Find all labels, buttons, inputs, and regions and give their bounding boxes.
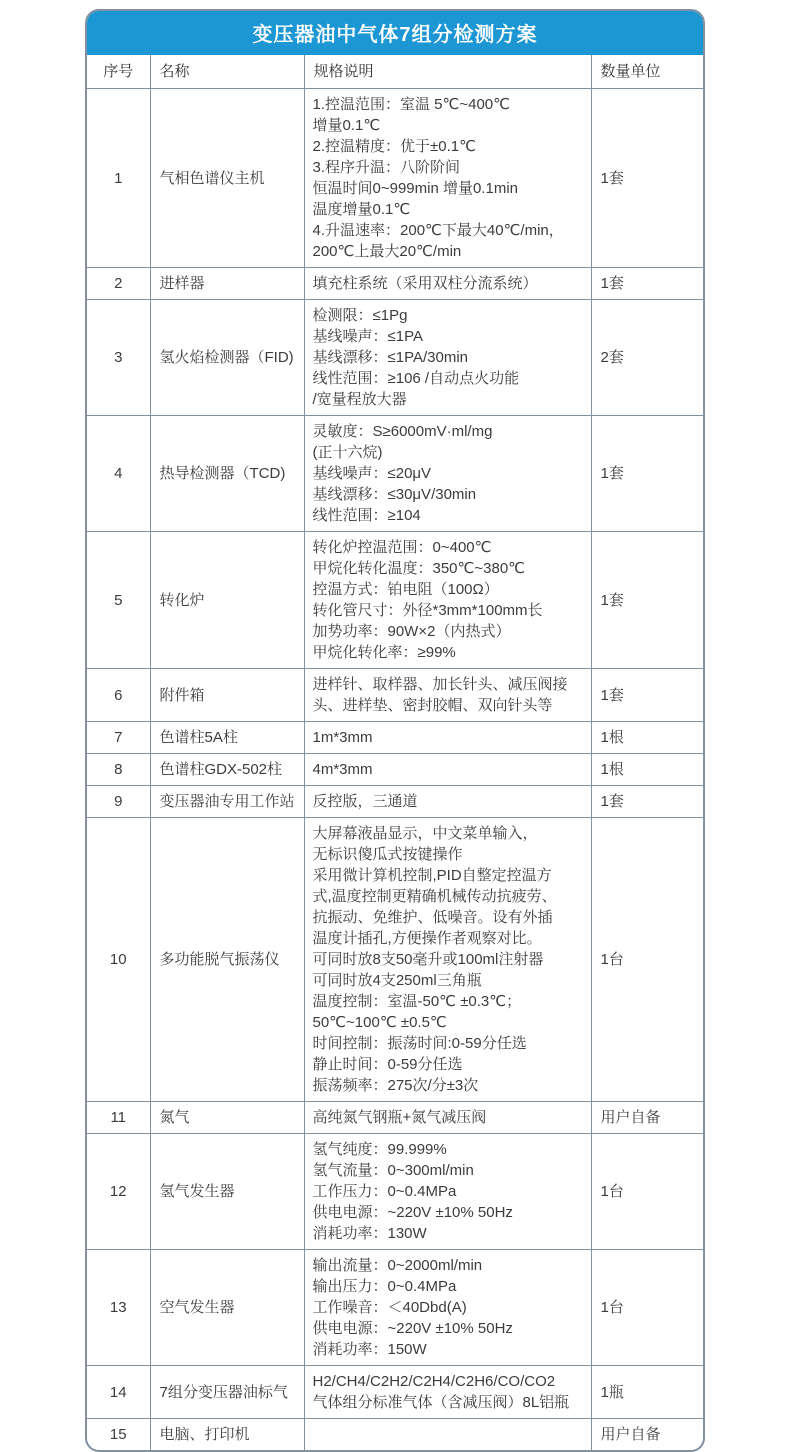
row-number-cell: 12 xyxy=(87,1134,150,1250)
item-name-cell: 7组分变压器油标气 xyxy=(150,1366,304,1419)
spec-cell xyxy=(304,300,591,416)
table-row xyxy=(87,300,703,416)
spec-cell xyxy=(304,722,591,754)
item-name-cell: 空气发生器 xyxy=(150,1250,304,1366)
item-name-cell: 变压器油专用工作站 xyxy=(150,786,304,818)
spec-line: 消耗功率：150W xyxy=(312,1341,427,1358)
row-number-cell: 2 xyxy=(87,268,150,300)
spec-line: 转化炉控温范围：0~400℃ xyxy=(312,539,492,556)
spec-cell xyxy=(304,532,591,669)
row-number-cell: 9 xyxy=(87,786,150,818)
quantity-cell: 1根 xyxy=(591,754,703,786)
table-row xyxy=(87,1134,703,1250)
spec-line: 线性范围：≥104 xyxy=(312,507,421,524)
spec-line: 无标识傻瓜式按键操作 xyxy=(312,846,463,863)
spec-line: 加势功率：90W×2（内热式） xyxy=(312,623,511,640)
page-title: 变压器油中气体7组分检测方案 xyxy=(87,11,703,55)
column-header-spec: 规格说明 xyxy=(304,55,591,89)
quantity-cell: 1瓶 xyxy=(591,1366,703,1419)
table-row xyxy=(87,89,703,268)
spec-cell xyxy=(304,1419,591,1451)
row-number-cell: 8 xyxy=(87,754,150,786)
spec-cell xyxy=(304,1366,591,1419)
quantity-cell: 1台 xyxy=(591,818,703,1102)
spec-line: 4m*3mm xyxy=(312,761,373,778)
row-number-cell: 15 xyxy=(87,1419,150,1451)
spec-line: (正十六烷) xyxy=(312,444,383,461)
spec-line: 温度控制：室温-50℃ ±0.3℃； xyxy=(312,993,522,1010)
spec-line: 大屏幕液晶显示，中文菜单输入， xyxy=(312,825,538,842)
item-name-cell: 气相色谱仪主机 xyxy=(150,89,304,268)
quantity-cell: 1套 xyxy=(591,786,703,818)
spec-line: 基线噪声：≤1PA xyxy=(312,328,423,345)
spec-line: 检测限：≤1Pg xyxy=(312,307,408,324)
item-name-cell: 转化炉 xyxy=(150,532,304,669)
column-header-name: 名称 xyxy=(150,55,304,89)
spec-line: 输出流量：0~2000ml/min xyxy=(312,1257,483,1274)
spec-line: 进样针、取样器、加长针头、减压阀接头、进样垫、密封胶帽、双向针头等 xyxy=(312,676,568,714)
table-row xyxy=(87,786,703,818)
quantity-cell: 1套 xyxy=(591,268,703,300)
spec-cell xyxy=(304,89,591,268)
spec-line: 输出压力：0~0.4MPa xyxy=(312,1278,457,1295)
table-row xyxy=(87,268,703,300)
spec-line: 灵敏度：S≥6000mV·ml/mg xyxy=(312,423,493,440)
spec-line: 氢气纯度：99.999% xyxy=(312,1141,447,1158)
row-number-cell: 4 xyxy=(87,416,150,532)
item-name-cell: 电脑、打印机 xyxy=(150,1419,304,1451)
spec-line: 供电电源：~220V ±10% 50Hz xyxy=(312,1320,513,1337)
table-row xyxy=(87,818,703,1102)
quantity-cell: 1台 xyxy=(591,1134,703,1250)
quantity-cell: 1台 xyxy=(591,1250,703,1366)
spec-cell xyxy=(304,1102,591,1134)
table-row xyxy=(87,416,703,532)
spec-cell xyxy=(304,1134,591,1250)
spec-line: 温度增量0.1℃ xyxy=(312,201,411,218)
spec-line: 氢气流量：0~300ml/min xyxy=(312,1162,474,1179)
table-row xyxy=(87,1102,703,1134)
spec-cell xyxy=(304,1250,591,1366)
item-name-cell: 氢火焰检测器（FID) xyxy=(150,300,304,416)
spec-line: /宽量程放大器 xyxy=(312,391,407,408)
spec-line: 静止时间：0-59分任选 xyxy=(312,1056,463,1073)
spec-line: 可同时放4支250ml三角瓶 xyxy=(312,972,482,989)
item-name-cell: 附件箱 xyxy=(150,669,304,722)
spec-line: 4.升温速率：200℃下最大40℃/min， xyxy=(312,222,564,239)
spec-line: 甲烷化转化温度：350℃~380℃ xyxy=(312,560,526,577)
item-name-cell: 进样器 xyxy=(150,268,304,300)
spec-line: 基线漂移：≤1PA/30min xyxy=(312,349,468,366)
quantity-cell: 1套 xyxy=(591,416,703,532)
spec-line: 采用微计算机控制,PID自整定控温方 xyxy=(312,867,552,884)
spec-line: 50℃~100℃ ±0.5℃ xyxy=(312,1014,447,1031)
spec-cell xyxy=(304,416,591,532)
quantity-cell: 2套 xyxy=(591,300,703,416)
spec-line: 1m*3mm xyxy=(312,729,373,746)
row-number-cell: 14 xyxy=(87,1366,150,1419)
table-row xyxy=(87,1366,703,1419)
spec-line: 控温方式：铂电阻（100Ω） xyxy=(312,581,499,598)
quantity-cell: 用户自备 xyxy=(591,1419,703,1451)
row-number-cell: 6 xyxy=(87,669,150,722)
row-number-cell: 3 xyxy=(87,300,150,416)
spec-line: 200℃上最大20℃/min xyxy=(312,243,462,260)
spec-line: 增量0.1℃ xyxy=(312,117,381,134)
row-number-cell: 7 xyxy=(87,722,150,754)
spec-line: 振荡频率：275次/分±3次 xyxy=(312,1077,479,1094)
spec-line: 气体组分标准气体（含减压阀）8L铝瓶 xyxy=(312,1394,570,1411)
spec-line: 时间控制：振荡时间:0-59分任选 xyxy=(312,1035,527,1052)
item-name-cell: 氮气 xyxy=(150,1102,304,1134)
item-name-cell: 色谱柱GDX-502柱 xyxy=(150,754,304,786)
spec-table xyxy=(87,55,703,1450)
table-row xyxy=(87,722,703,754)
spec-cell xyxy=(304,786,591,818)
spec-line: 可同时放8支50毫升或100ml注射器 xyxy=(312,951,544,968)
spec-line: 2.控温精度：优于±0.1℃ xyxy=(312,138,476,155)
spec-line: 抗振动、免维护、低噪音。设有外插 xyxy=(312,909,553,926)
spec-cell xyxy=(304,268,591,300)
spec-line: 工作压力：0~0.4MPa xyxy=(312,1183,457,1200)
spec-line: 填充柱系统（采用双柱分流系统） xyxy=(312,275,538,292)
spec-line: 转化管尺寸：外径*3mm*100mm长 xyxy=(312,602,543,619)
spec-line: 线性范围：≥106 /自动点火功能 xyxy=(312,370,520,387)
item-name-cell: 热导检测器（TCD) xyxy=(150,416,304,532)
row-number-cell: 11 xyxy=(87,1102,150,1134)
column-header-no: 序号 xyxy=(103,63,134,80)
spec-line: 工作噪音：＜40Dbd(A) xyxy=(312,1299,467,1316)
spec-line: 供电电源：~220V ±10% 50Hz xyxy=(312,1204,513,1221)
quantity-cell: 1套 xyxy=(591,89,703,268)
spec-line: H2/CH4/C2H2/C2H4/C2H6/CO/CO2 xyxy=(312,1373,556,1390)
spec-line: 消耗功率：130W xyxy=(312,1225,427,1242)
item-name-cell: 氢气发生器 xyxy=(150,1134,304,1250)
spec-line: 高纯氮气钢瓶+氮气减压阀 xyxy=(312,1109,487,1126)
spec-line: 甲烷化转化率：≥99% xyxy=(312,644,456,661)
quantity-cell: 1套 xyxy=(591,669,703,722)
row-number-cell: 1 xyxy=(87,89,150,268)
quantity-cell: 用户自备 xyxy=(591,1102,703,1134)
table-row xyxy=(87,754,703,786)
table-row xyxy=(87,532,703,669)
spec-line: 1.控温范围：室温 5℃~400℃ xyxy=(312,96,510,113)
row-number-cell: 13 xyxy=(87,1250,150,1366)
row-number-cell: 5 xyxy=(87,532,150,669)
spec-line: 温度计插孔,方便操作者观察对比。 xyxy=(312,930,542,947)
quantity-cell: 1根 xyxy=(591,722,703,754)
spec-line: 反控版，三通道 xyxy=(312,793,418,810)
header-row xyxy=(87,55,703,89)
spec-line: 式,温度控制更精确机械传动抗疲劳、 xyxy=(312,888,557,905)
spec-sheet-card xyxy=(85,9,705,1452)
spec-cell xyxy=(304,669,591,722)
column-header-qty: 数量单位 xyxy=(591,55,703,89)
spec-cell xyxy=(304,818,591,1102)
table-row xyxy=(87,669,703,722)
spec-line: 3.程序升温：八阶阶间 xyxy=(312,159,461,176)
table-row xyxy=(87,1250,703,1366)
spec-line: 恒温时间0~999min 增量0.1min xyxy=(312,180,518,197)
spec-line: 基线漂移：≤30μV/30min xyxy=(312,486,477,503)
quantity-cell: 1套 xyxy=(591,532,703,669)
spec-cell xyxy=(304,754,591,786)
spec-line: 基线噪声：≤20μV xyxy=(312,465,432,482)
item-name-cell: 多功能脱气振荡仪 xyxy=(150,818,304,1102)
item-name-cell: 色谱柱5A柱 xyxy=(150,722,304,754)
table-row xyxy=(87,1419,703,1451)
row-number-cell: 10 xyxy=(87,818,150,1102)
